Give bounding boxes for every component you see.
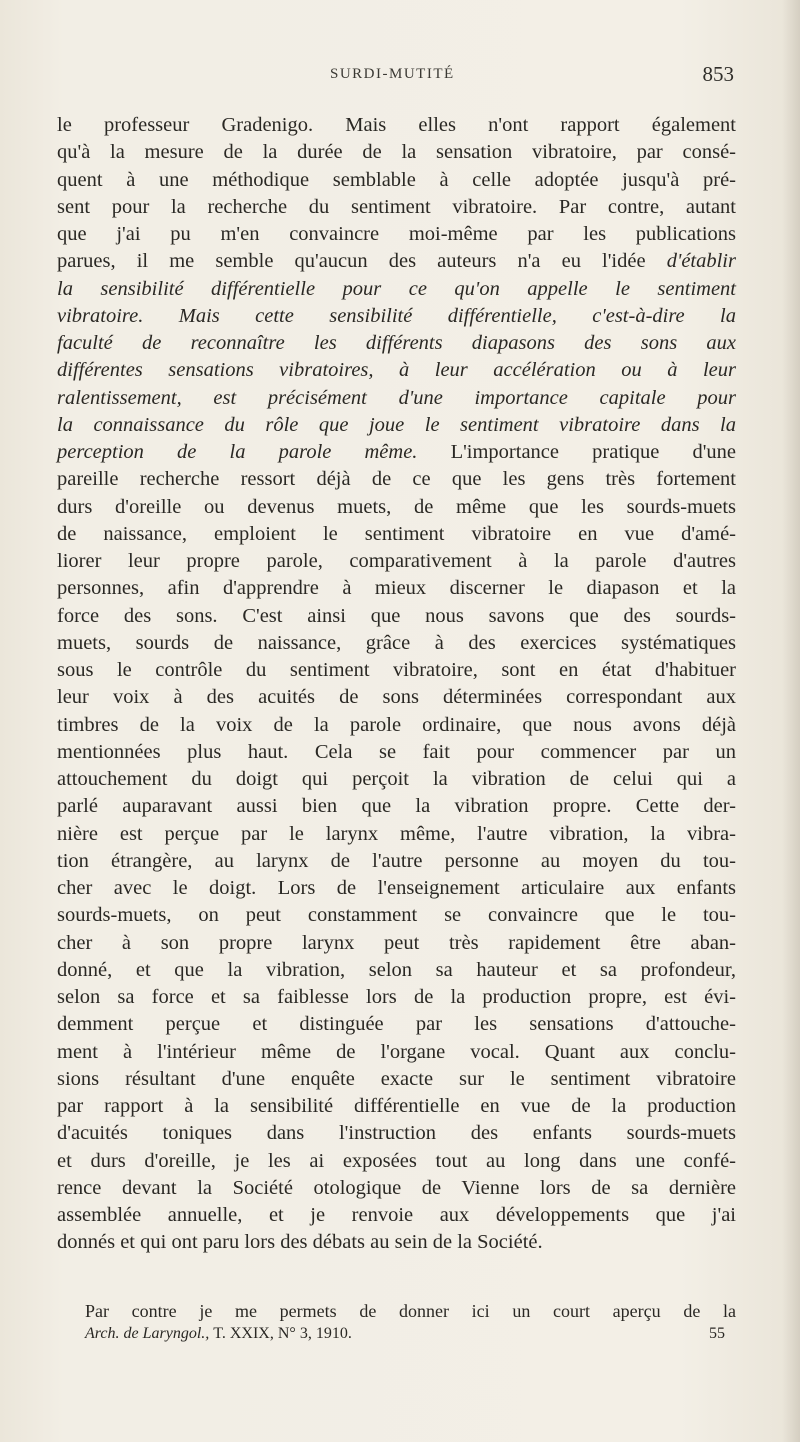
page-footer <box>85 1325 725 1349</box>
text-line: selon sa force et sa faiblesse lors de la production propre, est évi- <box>57 986 736 1008</box>
text-line: sions résultant d'une enquête exacte sur le sentiment vibratoire <box>57 1067 736 1090</box>
text-line: Par contre je me permets de donner ici un court aperçu de la <box>85 1301 736 1321</box>
emphasis-line: la connaissance du rôle que joue le sentiment vibratoire dans la <box>57 413 736 436</box>
text-line: qu'à la mesure de la durée de la sensation vibratoire, par consé- <box>57 141 736 164</box>
text-line: que j'ai pu m'en convaincre moi-même par les publications <box>57 223 736 245</box>
emphasis-run: d'établir <box>666 250 736 273</box>
text-line: attouchement du doigt qui perçoit la vibration de celui qui a <box>57 768 736 790</box>
scan-edge-shadow <box>782 0 800 1442</box>
text-run: L'importance pratique d'une <box>450 441 736 463</box>
text-line: durs d'oreille ou devenus muets, de même que les sourds-muets <box>57 495 736 518</box>
volume-reference: T. XXIX, N° 3, 1910. <box>213 1325 352 1342</box>
emphasis-line: faculté de reconnaître les différents diapasons des sons aux <box>57 332 736 354</box>
text-line: muets, sourds de naissance, grâce à des exercices systématiques <box>57 631 736 654</box>
text-line: le professeur Gradenigo. Mais elles n'ont rapport également <box>57 114 736 136</box>
journal-reference <box>85 1325 352 1343</box>
emphasis-run: perception de la parole même. <box>57 441 418 463</box>
text-line: par rapport à la sensibilité différentielle en vue de la production <box>57 1095 736 1117</box>
text-line: et durs d'oreille, je les ai exposées tout au long dans une confé- <box>57 1149 736 1172</box>
text-line: sourds-muets, on peut constamment se convaincre que le tou- <box>57 904 736 927</box>
page-header <box>60 62 740 92</box>
journal-name: Arch. de Laryngol., <box>85 1325 210 1342</box>
text-line: nière est perçue par le larynx même, l'autre vibration, la vibra- <box>57 822 736 845</box>
text-line: sent pour la recherche du sentiment vibratoire. Par contre, autant <box>57 195 736 218</box>
text-line: leur voix à des acuités de sons déterminées correspondant aux <box>57 686 736 709</box>
text-line: donnés et qui ont paru lors des débats au sein de la Société. <box>57 1231 543 1254</box>
emphasis-line: différentes sensations vibratoires, à leur accélération ou à leur <box>57 359 736 382</box>
text-line <box>57 248 736 275</box>
emphasis-line: vibratoire. Mais cette sensibilité différentielle, c'est-à-dire la <box>57 304 736 327</box>
text-line: personnes, afin d'apprendre à mieux discerner le diapason et la <box>57 577 736 600</box>
running-head: SURDI-MUTITÉ <box>330 66 455 82</box>
emphasis-line: ralentissement, est précisément d'une importance capitale pour <box>57 386 736 409</box>
signature-mark: 55 <box>709 1325 725 1342</box>
text-line: timbres de la voix de la parole ordinaire, que nous avons déjà <box>57 713 736 736</box>
text-line: rence devant la Société otologique de Vienne lors de sa dernière <box>57 1176 736 1199</box>
text-line: de naissance, emploient le sentiment vibratoire en vue d'amé- <box>57 522 736 545</box>
text-line: demment perçue et distinguée par les sensations d'attouche- <box>57 1013 736 1036</box>
text-line: force des sons. C'est ainsi que nous savons que des sourds- <box>57 604 736 627</box>
emphasis-line: la sensibilité différentielle pour ce qu'on appelle le sentiment <box>57 277 736 300</box>
text-line: pareille recherche ressort déjà de ce que les gens très fortement <box>57 468 736 491</box>
paragraph-1 <box>57 112 736 1257</box>
text-line: quent à une méthodique semblable à celle adoptée jusqu'à pré- <box>57 168 736 191</box>
text-line: assemblée annuelle, et je renvoie aux développements que j'ai <box>57 1204 736 1226</box>
text-line: mentionnées plus haut. Cela se fait pour commencer par un <box>57 740 736 763</box>
text-line: liorer leur propre parole, comparativement à la parole d'autres <box>57 550 736 572</box>
text-line: donné, et que la vibration, selon sa hauteur et sa profondeur, <box>57 958 736 981</box>
text-line: cher avec le doigt. Lors de l'enseignement articulaire aux enfants <box>57 877 736 899</box>
paragraph-2 <box>57 1298 736 1325</box>
text-run: parues, il me semble qu'aucun des auteurs n'a eu l'idée <box>57 250 646 273</box>
text-line: parlé auparavant aussi bien que la vibration propre. Cette der- <box>57 795 736 818</box>
text-line: d'acuités toniques dans l'instruction des enfants sourds-muets <box>57 1122 736 1145</box>
page-number: 853 <box>702 62 734 86</box>
text-line: tion étrangère, au larynx de l'autre personne au moyen du tou- <box>57 849 736 872</box>
text-line <box>57 439 736 466</box>
text-line: sous le contrôle du sentiment vibratoire, sont en état d'habituer <box>57 659 736 681</box>
text-line: cher à son propre larynx peut très rapidement être aban- <box>57 931 736 954</box>
text-line: ment à l'intérieur même de l'organe vocal. Quant aux conclu- <box>57 1040 736 1063</box>
